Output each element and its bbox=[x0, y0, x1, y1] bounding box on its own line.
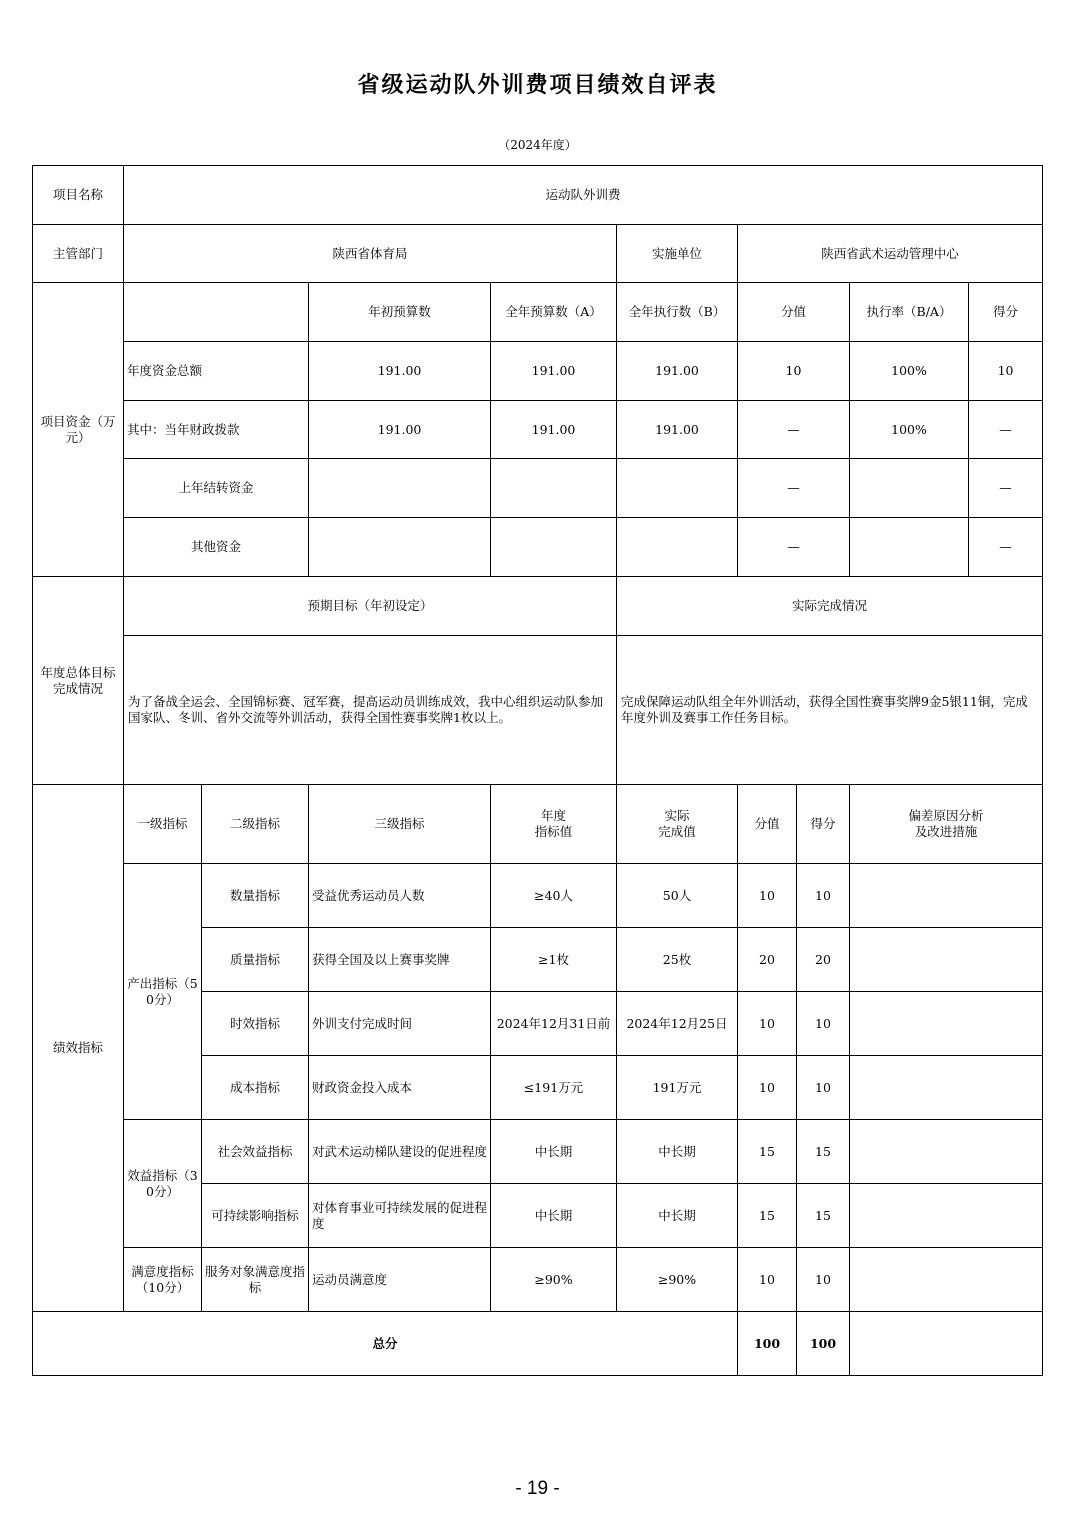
funds-row bbox=[33, 459, 1043, 518]
perf-value: 10 bbox=[738, 1056, 797, 1120]
funds-cell: — bbox=[738, 459, 850, 518]
perf-score: 10 bbox=[797, 864, 850, 928]
unit-value: 陕西省武术运动管理中心 bbox=[738, 225, 1043, 283]
perf-group-benefit: 效益指标（30分） bbox=[124, 1120, 202, 1248]
perf-actual: 中长期 bbox=[617, 1120, 738, 1184]
perf-actual: 2024年12月25日 bbox=[617, 992, 738, 1056]
perf-target: ≤191万元 bbox=[491, 1056, 617, 1120]
funds-header-score: 得分 bbox=[969, 283, 1043, 342]
dept-value: 陕西省体育局 bbox=[124, 225, 617, 283]
funds-cell bbox=[309, 459, 491, 518]
perf-analysis bbox=[850, 1184, 1043, 1248]
perf-value: 15 bbox=[738, 1184, 797, 1248]
perf-analysis bbox=[850, 992, 1043, 1056]
perf-actual: ≥90% bbox=[617, 1248, 738, 1312]
funds-row-label: 年度资金总额 bbox=[124, 342, 309, 401]
perf-level2: 时效指标 bbox=[202, 992, 309, 1056]
perf-actual: 25枚 bbox=[617, 928, 738, 992]
perf-actual: 中长期 bbox=[617, 1184, 738, 1248]
perf-level3: 外训支付完成时间 bbox=[309, 992, 491, 1056]
goals-actual-text: 完成保障运动队组全年外训活动，获得全国性赛事奖牌9金5银11铜，完成年度外训及赛事工作任务目标。 bbox=[617, 636, 1043, 785]
funds-header-rate: 执行率（B/A） bbox=[850, 283, 969, 342]
perf-header-level3: 三级指标 bbox=[309, 785, 491, 864]
perf-analysis bbox=[850, 1248, 1043, 1312]
goals-expected-header: 预期目标（年初设定） bbox=[124, 577, 617, 636]
perf-level3: 运动员满意度 bbox=[309, 1248, 491, 1312]
funds-cell bbox=[617, 459, 738, 518]
perf-level2: 社会效益指标 bbox=[202, 1120, 309, 1184]
perf-value: 20 bbox=[738, 928, 797, 992]
perf-actual: 191万元 bbox=[617, 1056, 738, 1120]
funds-cell: — bbox=[969, 459, 1043, 518]
table-row bbox=[33, 1248, 1043, 1312]
perf-actual: 50人 bbox=[617, 864, 738, 928]
perf-header-level1: 一级指标 bbox=[124, 785, 202, 864]
funds-cell: 100% bbox=[850, 342, 969, 401]
funds-label: 项目资金（万元） bbox=[33, 283, 124, 577]
perf-score: 20 bbox=[797, 928, 850, 992]
total-value: 100 bbox=[738, 1312, 797, 1376]
perf-score: 10 bbox=[797, 992, 850, 1056]
total-row bbox=[33, 1312, 1043, 1376]
perf-score: 10 bbox=[797, 1248, 850, 1312]
perf-analysis bbox=[850, 928, 1043, 992]
goals-expected-text: 为了备战全运会、全国锦标赛、冠军赛，提高运动员训练成效，我中心组织运动队参加国家队、冬训、省外交流等外训活动，获得全国性赛事奖牌1枚以上。 bbox=[124, 636, 617, 785]
funds-cell: 191.00 bbox=[617, 401, 738, 459]
funds-header-executed: 全年执行数（B） bbox=[617, 283, 738, 342]
funds-cell: 191.00 bbox=[617, 342, 738, 401]
perf-level3: 受益优秀运动员人数 bbox=[309, 864, 491, 928]
funds-cell: 191.00 bbox=[491, 401, 617, 459]
perf-header-analysis: 偏差原因分析 及改进措施 bbox=[850, 785, 1043, 864]
funds-row-label: 上年结转资金 bbox=[124, 459, 309, 518]
funds-cell: 191.00 bbox=[491, 342, 617, 401]
perf-level2: 服务对象满意度指标 bbox=[202, 1248, 309, 1312]
perf-target: 2024年12月31日前 bbox=[491, 992, 617, 1056]
funds-cell bbox=[491, 518, 617, 577]
funds-cell bbox=[309, 518, 491, 577]
perf-level3: 对武术运动梯队建设的促进程度 bbox=[309, 1120, 491, 1184]
perf-header-actual: 实际 完成值 bbox=[617, 785, 738, 864]
perf-analysis bbox=[850, 864, 1043, 928]
perf-header-target: 年度 指标值 bbox=[491, 785, 617, 864]
funds-cell: 10 bbox=[738, 342, 850, 401]
funds-header-annual: 全年预算数（A） bbox=[491, 283, 617, 342]
funds-cell bbox=[850, 518, 969, 577]
funds-cell: 191.00 bbox=[309, 401, 491, 459]
funds-row bbox=[33, 342, 1043, 401]
total-score: 100 bbox=[797, 1312, 850, 1376]
funds-row bbox=[33, 401, 1043, 459]
funds-cell: 100% bbox=[850, 401, 969, 459]
perf-target: ≥1枚 bbox=[491, 928, 617, 992]
table-row bbox=[33, 1120, 1043, 1184]
perf-target: 中长期 bbox=[491, 1120, 617, 1184]
perf-target: 中长期 bbox=[491, 1184, 617, 1248]
perf-header-level2: 二级指标 bbox=[202, 785, 309, 864]
total-analysis bbox=[850, 1312, 1043, 1376]
perf-level3: 获得全国及以上赛事奖牌 bbox=[309, 928, 491, 992]
funds-header-initial: 年初预算数 bbox=[309, 283, 491, 342]
funds-row-label: 其中：当年财政拨款 bbox=[124, 401, 309, 459]
perf-header-value: 分值 bbox=[738, 785, 797, 864]
perf-score: 10 bbox=[797, 1056, 850, 1120]
perf-level2: 质量指标 bbox=[202, 928, 309, 992]
funds-cell: — bbox=[738, 401, 850, 459]
dept-label: 主管部门 bbox=[33, 225, 124, 283]
table-row bbox=[33, 864, 1043, 928]
funds-cell bbox=[850, 459, 969, 518]
perf-level2: 数量指标 bbox=[202, 864, 309, 928]
funds-cell: — bbox=[969, 401, 1043, 459]
funds-cell: — bbox=[969, 518, 1043, 577]
page-number: - 19 - bbox=[515, 1478, 560, 1499]
perf-header-score: 得分 bbox=[797, 785, 850, 864]
goals-label: 年度总体目标完成情况 bbox=[33, 577, 124, 785]
perf-score: 15 bbox=[797, 1120, 850, 1184]
perf-group-satisfaction: 满意度指标（10分） bbox=[124, 1248, 202, 1312]
perf-level2: 成本指标 bbox=[202, 1056, 309, 1120]
funds-row-label: 其他资金 bbox=[124, 518, 309, 577]
funds-cell: 191.00 bbox=[309, 342, 491, 401]
funds-row bbox=[33, 518, 1043, 577]
perf-score: 15 bbox=[797, 1184, 850, 1248]
funds-cell: 10 bbox=[969, 342, 1043, 401]
evaluation-table bbox=[32, 165, 1043, 1376]
perf-value: 10 bbox=[738, 992, 797, 1056]
perf-target: ≥90% bbox=[491, 1248, 617, 1312]
goals-actual-header: 实际完成情况 bbox=[617, 577, 1043, 636]
performance-label: 绩效指标 bbox=[33, 785, 124, 1312]
perf-value: 15 bbox=[738, 1120, 797, 1184]
perf-analysis bbox=[850, 1120, 1043, 1184]
page-title: 省级运动队外训费项目绩效自评表 bbox=[357, 73, 718, 98]
funds-cell: — bbox=[738, 518, 850, 577]
project-name: 运动队外训费 bbox=[124, 166, 1043, 225]
perf-value: 10 bbox=[738, 1248, 797, 1312]
perf-level3: 财政资金投入成本 bbox=[309, 1056, 491, 1120]
funds-cell bbox=[491, 459, 617, 518]
perf-level2: 可持续影响指标 bbox=[202, 1184, 309, 1248]
total-label: 总分 bbox=[33, 1312, 738, 1376]
report-year: （2024年度） bbox=[498, 138, 577, 152]
perf-value: 10 bbox=[738, 864, 797, 928]
perf-level3: 对体育事业可持续发展的促进程度 bbox=[309, 1184, 491, 1248]
project-name-label: 项目名称 bbox=[33, 166, 124, 225]
perf-analysis bbox=[850, 1056, 1043, 1120]
perf-group-output: 产出指标（50分） bbox=[124, 864, 202, 1120]
funds-cell bbox=[617, 518, 738, 577]
perf-target: ≥40人 bbox=[491, 864, 617, 928]
funds-header-value: 分值 bbox=[738, 283, 850, 342]
funds-header-blank bbox=[124, 283, 309, 342]
unit-label: 实施单位 bbox=[617, 225, 738, 283]
